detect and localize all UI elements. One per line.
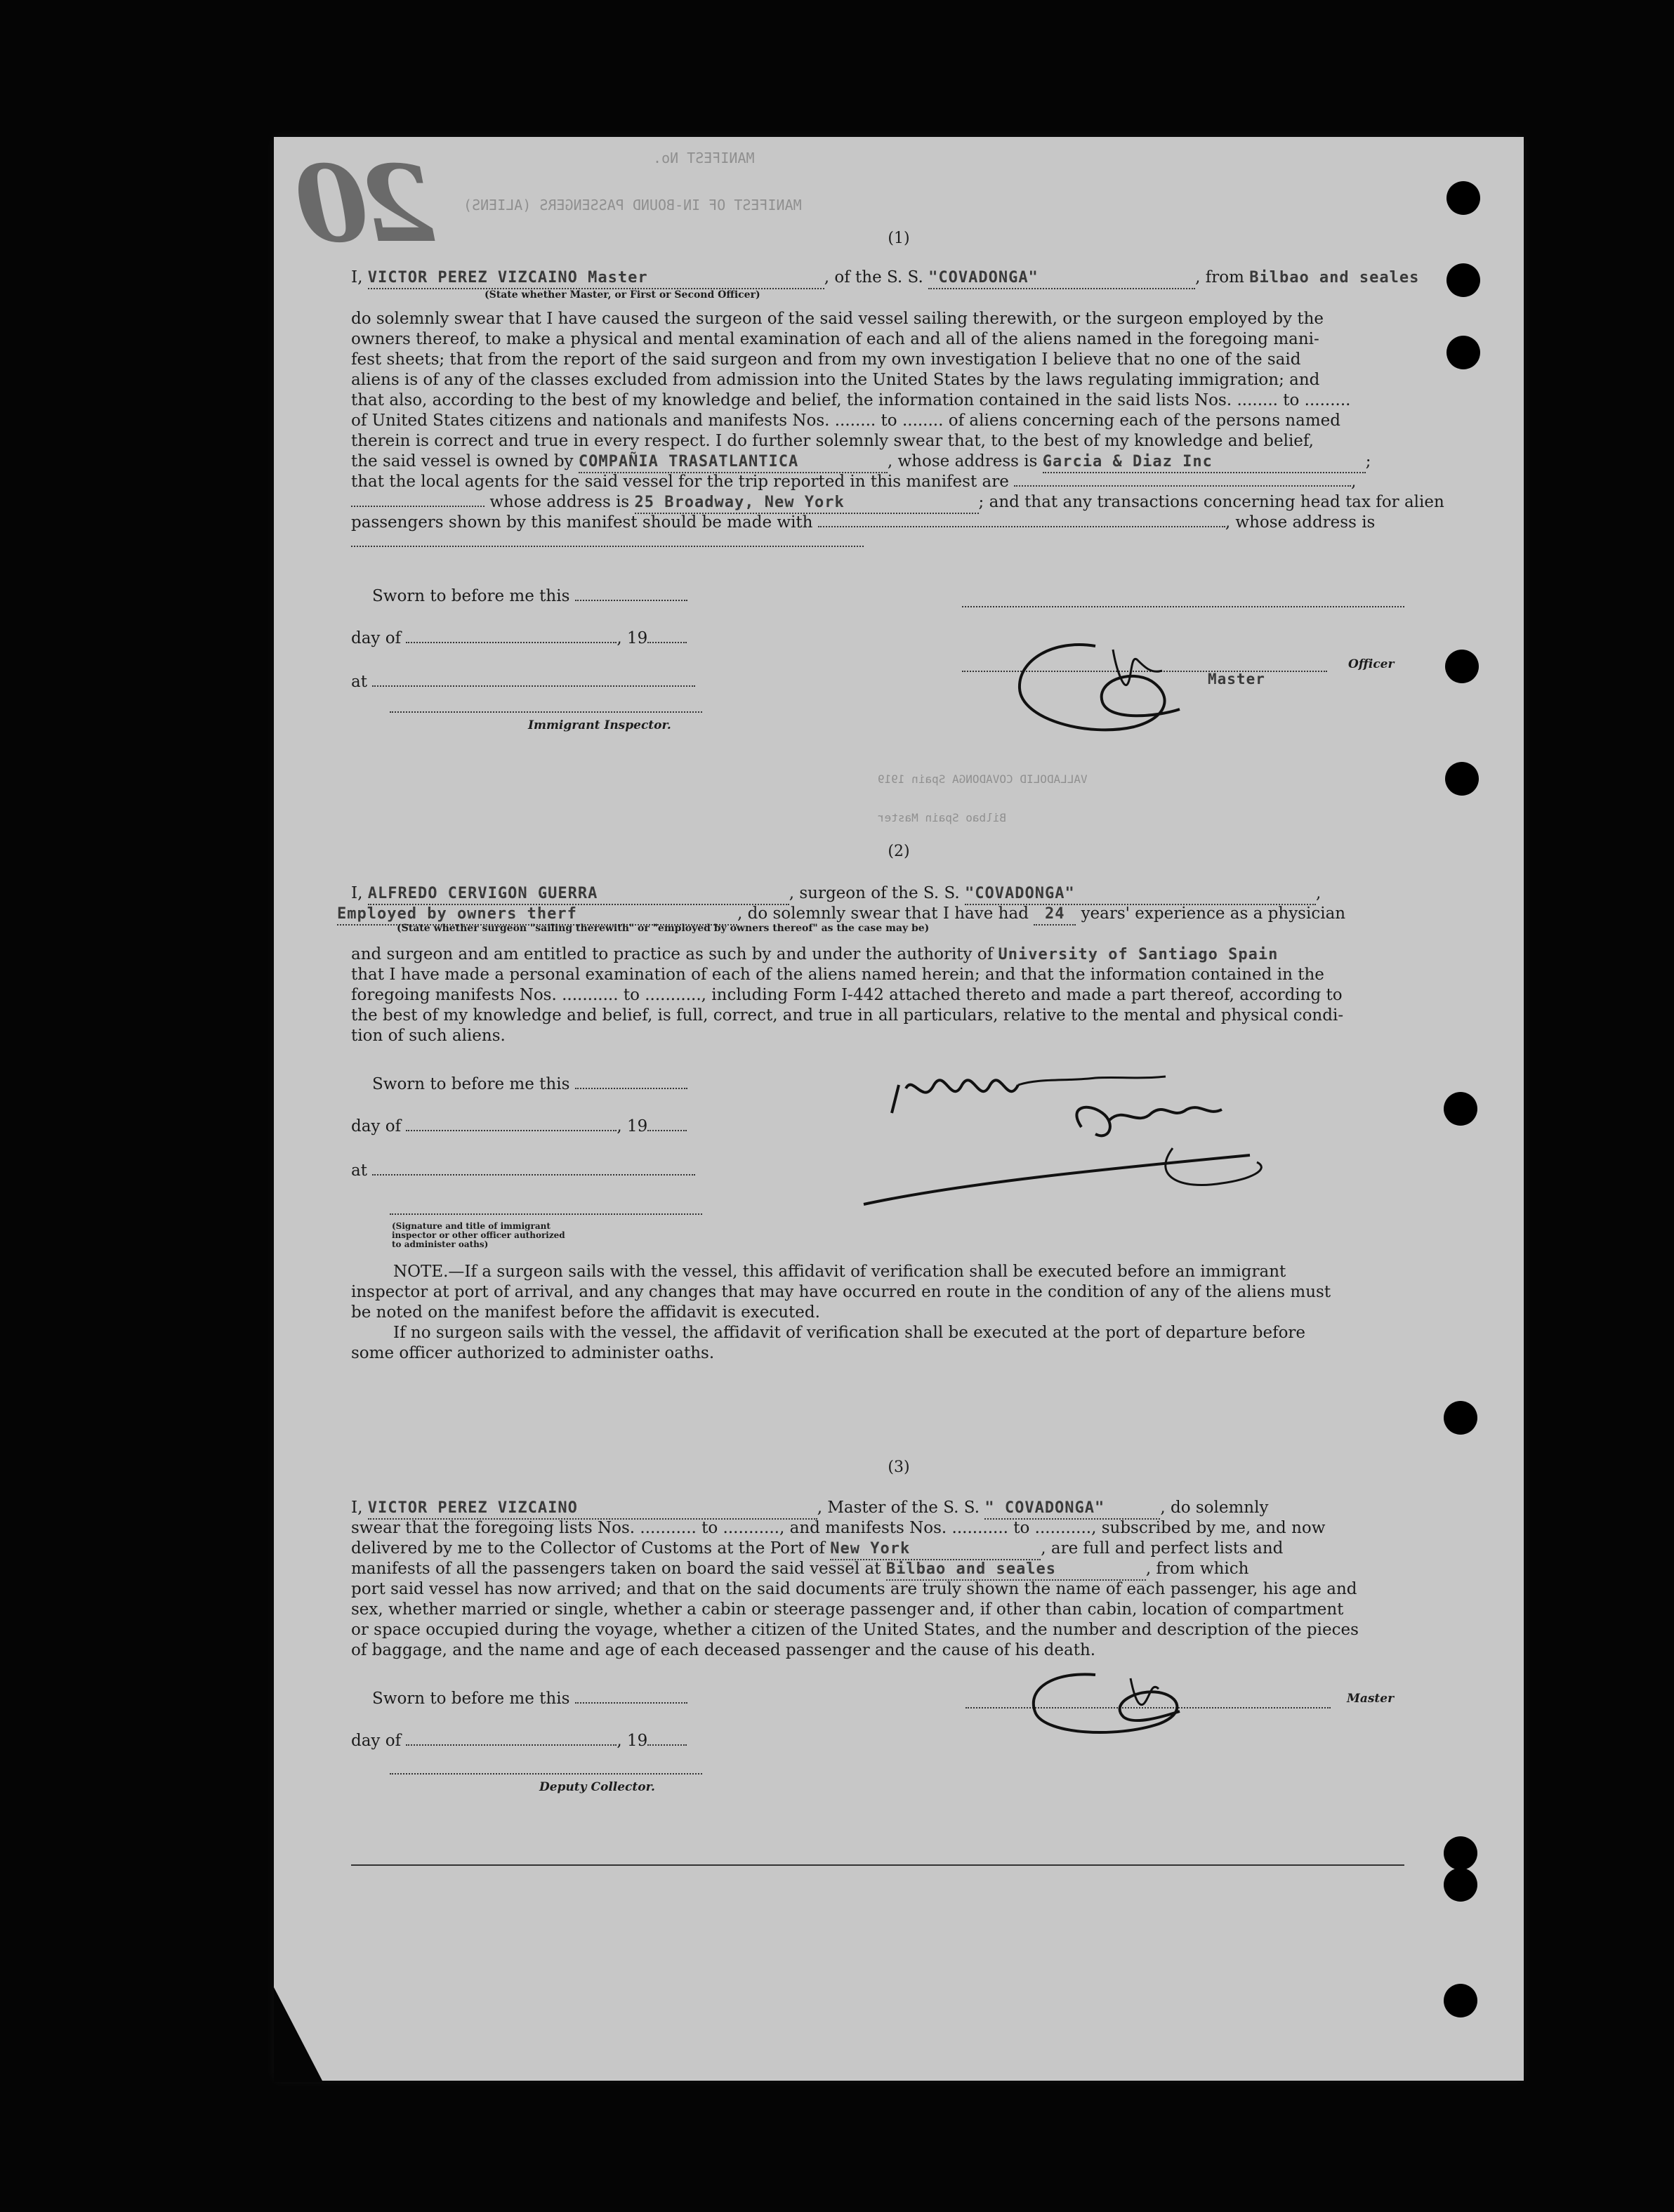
s2-note-2: be noted on the manifest before the affidavit is executed. <box>351 1303 820 1322</box>
s3-day-line: day of , 19 <box>351 1731 1404 1751</box>
s2-authority-line: and surgeon and am entitled to practice as such by and under the authority of University of Santiago Spain <box>351 945 1279 963</box>
bleed-line-two: Bilbao Spain Master <box>878 811 1007 824</box>
bleed-manifest-title: MANIFEST OF IN-BOUND PASSENGERS (ALIENS) <box>463 197 802 213</box>
master-name-field: VICTOR PEREZ VIZCAINO Master <box>368 268 824 289</box>
s1-body-0: do solemnly swear that I have caused the surgeon of the said vessel sailing therewith, or the surgeon employed by the <box>351 310 1324 328</box>
s2-inspector-line <box>390 1213 702 1215</box>
s3-line-1: port said vessel has now arrived; and that on the said documents are truly shown the name of each passenger, his age and <box>351 1580 1357 1598</box>
s3-taken-line: manifests of all the passengers taken on board the said vessel at Bilbao and seales , from which <box>351 1559 1404 1581</box>
binder-hole <box>1445 650 1479 683</box>
s3-port-field: New York <box>830 1539 1041 1560</box>
s1-passengers-line: passengers shown by this manifest should be made with , whose address is <box>351 513 1376 532</box>
officer-title-field: Master <box>1208 671 1265 687</box>
s3-line-0: swear that the foregoing lists Nos. ........... to ..........., and manifests Nos. ........... to ..........., subscribed by me, and now <box>351 1519 1326 1537</box>
s2-note-3: If no surgeon sails with the vessel, the affidavit of verification shall be executed at the port of departure before <box>393 1324 1306 1342</box>
s1-day-line: day of , 19 <box>351 628 1404 649</box>
s1-at-line: at <box>351 672 1404 692</box>
owner-address-field: Garcia & Diaz Inc <box>1043 452 1366 473</box>
s3-master-name-field: VICTOR PEREZ VIZCAINO <box>368 1498 817 1520</box>
s1-owner-line: the said vessel is owned by COMPAÑIA TRASATLANTICA , whose address is Garcia & Diaz Inc ; <box>351 452 1404 473</box>
s2-note-0: NOTE.—If a surgeon sails with the vessel, this affidavit of verification shall be executed before an immigrant <box>393 1263 1286 1281</box>
s2-body-3: tion of such aliens. <box>351 1027 506 1045</box>
inspector-signature-line <box>390 711 702 713</box>
s2-header-line: I, ALFREDO CERVIGON GUERRA , surgeon of the S. S. "COVADONGA" , <box>351 883 1404 905</box>
section-1-header-line: I, VICTOR PEREZ VIZCAINO Master , of the S. S. "COVADONGA" , from Bilbao and seales <box>351 268 1404 289</box>
officer-label: Officer <box>1348 657 1395 671</box>
bottom-rule <box>351 1864 1404 1866</box>
binder-hole <box>1446 181 1480 215</box>
manifest-page <box>274 137 1524 2081</box>
s3-master-label: Master <box>1347 1692 1395 1706</box>
s3-line-4: of baggage, and the name and age of each deceased passenger and the cause of his death. <box>351 1641 1096 1659</box>
master-signature-3 <box>1018 1647 1229 1745</box>
s1-body-3: aliens is of any of the classes excluded from admission into the United States by the laws regulating immigration; and <box>351 371 1320 389</box>
s1-agents-line: that the local agents for the said vessel for the trip reported in this manifest are , <box>351 473 1357 491</box>
s1-officer-blank-line <box>962 606 1404 607</box>
authority-field: University of Santiago Spain <box>998 946 1279 963</box>
collector-signature-line <box>390 1773 702 1775</box>
binder-hole <box>1446 263 1480 297</box>
s2-body-0: that I have made a personal examination of each of the aliens named herein; and that the information contained in the <box>351 966 1324 984</box>
s1-body-5: of United States citizens and nationals and manifests Nos. ........ to ........ of aliens concerning each of the persons named <box>351 412 1340 430</box>
s1-sworn-line: Sworn to before me this <box>372 586 1425 607</box>
binder-hole <box>1445 762 1479 796</box>
s1-body-6: therein is correct and true in every respect. I do further solemnly swear that, to the best of my knowledge and belief, <box>351 432 1314 450</box>
binder-hole <box>1444 1092 1477 1126</box>
s2-inspector-caption: (Signature and title of immigrant inspector or other officer authorized to administer oaths) <box>392 1221 565 1249</box>
binder-hole <box>1446 336 1480 369</box>
employment-field: Employed by owners therf <box>337 904 737 926</box>
section-3-number: (3) <box>888 1459 910 1476</box>
deputy-collector-label: Deputy Collector. <box>539 1780 655 1794</box>
s1-agents-address-line: whose address is 25 Broadway, New York ; and that any transactions concerning head tax for alien <box>351 492 1404 514</box>
s2-employment-line: Employed by owners therf , do solemnly swear that I have had 24 years' experience as a physician <box>337 904 1390 926</box>
immigrant-inspector-label: Immigrant Inspector. <box>528 718 671 732</box>
s3-line-3: or space occupied during the voyage, whether a citizen of the United States, and the number and description of the pieces <box>351 1621 1359 1639</box>
s2-sworn-line: Sworn to before me this <box>372 1074 1425 1095</box>
s3-line-2: sex, whether married or single, whether a cabin or steerage passenger and, if other than cabin, location of compartment <box>351 1600 1344 1619</box>
s2-note-4: some officer authorized to administer oaths. <box>351 1344 715 1362</box>
s2-vessel-field: "COVADONGA" <box>965 883 1316 905</box>
binder-hole <box>1444 1868 1477 1902</box>
s3-departure-field: Bilbao and seales <box>886 1559 1146 1581</box>
s2-at-line: at <box>351 1161 1404 1181</box>
owner-field: COMPAÑIA TRASATLANTICA <box>579 452 888 473</box>
master-signature-1 <box>1011 632 1236 751</box>
master-caption: (State whether Master, or First or Second Officer) <box>485 289 760 301</box>
s1-body-2: fest sheets; that from the report of the said surgeon and from my own investigation I believe that no one of the said <box>351 350 1301 369</box>
page-stamp-number: 20 <box>302 143 435 266</box>
agents-address-field: 25 Broadway, New York <box>635 492 979 514</box>
surgeon-signature <box>857 1036 1362 1218</box>
from-port-field: Bilbao and seales <box>1249 269 1420 287</box>
s3-delivered-line: delivered by me to the Collector of Customs at the Port of New York , are full and perfect lists and <box>351 1539 1404 1560</box>
bleed-line-one: VALLADOLID COVADONGA Spain 1919 <box>878 772 1088 786</box>
s3-vessel-field: " COVADONGA" <box>984 1498 1160 1520</box>
s2-body-2: the best of my knowledge and belief, is full, correct, and true in all particulars, relative to the mental and physical condi- <box>351 1006 1344 1025</box>
binder-hole <box>1444 1401 1477 1435</box>
s1-body-4: that also, according to the best of my knowledge and belief, the information contained in the said lists Nos. ........ to ......... <box>351 391 1351 409</box>
s1-body-1: owners thereof, to make a physical and mental examination of each and all of the aliens named in the foregoing mani- <box>351 330 1319 348</box>
years-field: 24 <box>1034 904 1076 926</box>
s2-body-1: foregoing manifests Nos. ........... to ..........., including Form I-442 attached thereto and made a part thereof, according to <box>351 986 1343 1004</box>
employment-caption: (State whether surgeon "sailing therewith" or "employed by owners thereof" as the case may be) <box>397 923 930 934</box>
binder-hole <box>1444 1984 1477 2017</box>
page-torn-corner <box>274 1987 323 2082</box>
s1-blank-address-line <box>351 546 864 547</box>
s2-day-line: day of , 19 <box>351 1117 1404 1137</box>
vessel-name-field: "COVADONGA" <box>928 268 1195 289</box>
section-2-number: (2) <box>888 843 910 860</box>
s3-sworn-line: Sworn to before me this <box>372 1689 1425 1709</box>
binder-hole <box>1444 1836 1477 1870</box>
section-1-number: (1) <box>888 230 910 247</box>
s2-note-1: inspector at port of arrival, and any changes that may have occurred en route in the condition of any of the aliens must <box>351 1283 1331 1301</box>
s3-header-line: I, VICTOR PEREZ VIZCAINO , Master of the S. S. " COVADONGA" , do solemnly <box>351 1498 1404 1520</box>
surgeon-name-field: ALFREDO CERVIGON GUERRA <box>368 883 789 905</box>
bleed-manifest-no: MANIFEST No. <box>653 150 755 166</box>
